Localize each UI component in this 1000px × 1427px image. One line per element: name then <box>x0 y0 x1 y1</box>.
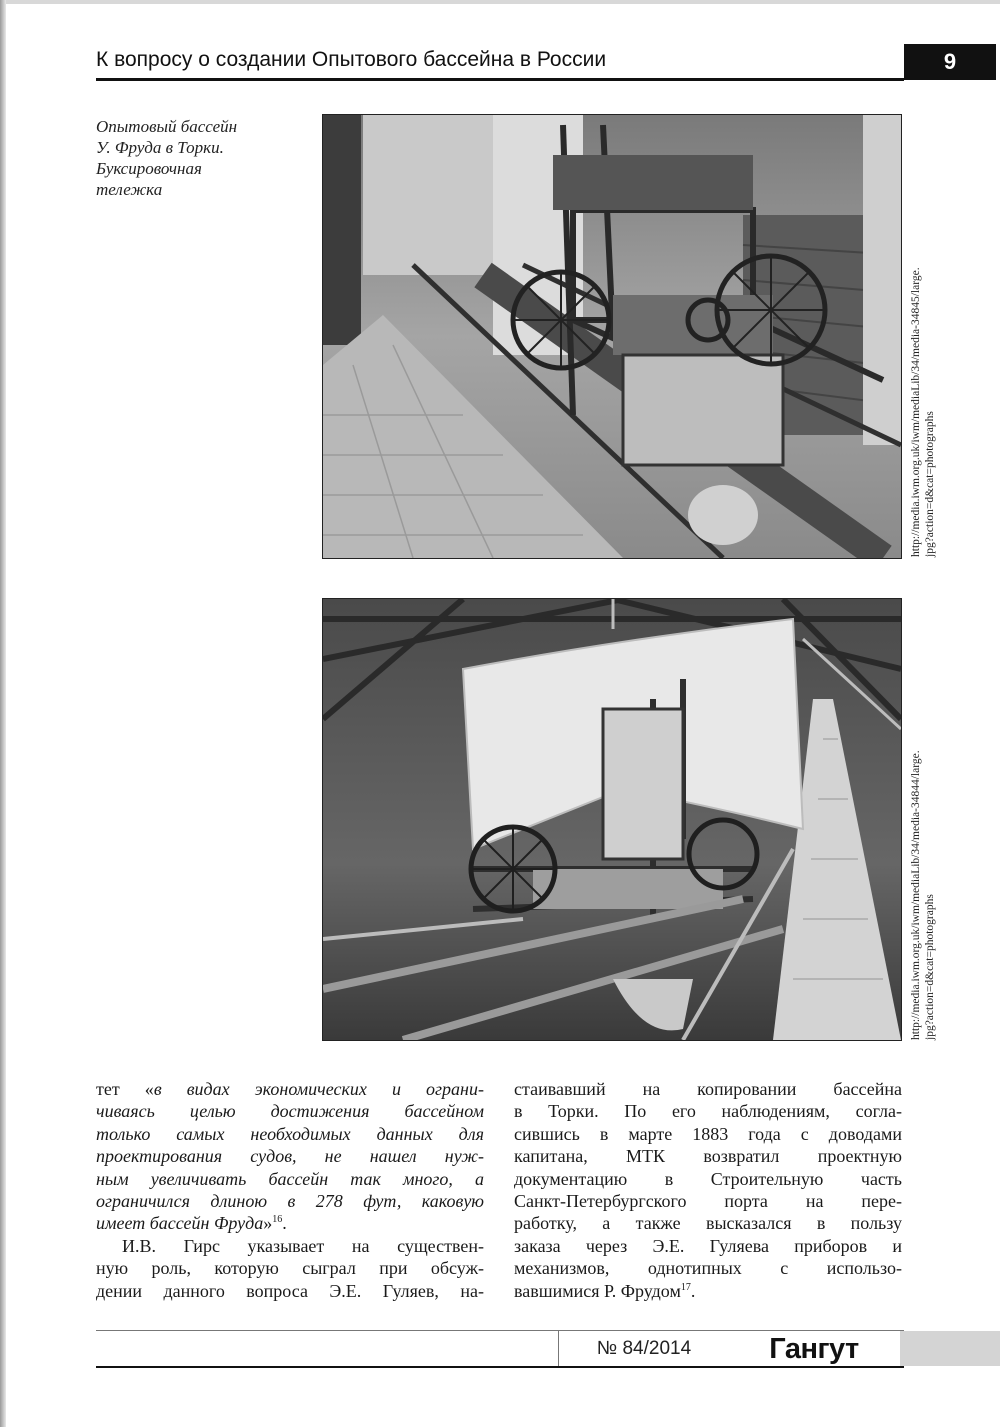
header-rule <box>96 78 904 81</box>
text-line: ную роль, которую сыграл при обсуж- <box>96 1258 484 1279</box>
footer-divider <box>558 1331 559 1366</box>
footnote-ref: 17 <box>680 1281 691 1293</box>
page-number: 9 <box>904 44 996 80</box>
caption-line: Опытовый бассейн <box>96 117 238 136</box>
text-column-left <box>96 1078 484 1302</box>
text-line: стаивавший на копировании бассейна <box>514 1079 902 1099</box>
running-title: К вопросу о создании Опытового бассейна в России <box>96 48 607 71</box>
page-left-edge <box>0 0 6 1427</box>
text-line: в Торки. По его наблюдениям, согла- <box>514 1101 902 1122</box>
page-header <box>96 44 1000 80</box>
text-line: Санкт-Петербургского порта на пере- <box>514 1190 902 1211</box>
footer-rule <box>96 1366 904 1368</box>
photo-carriage-canvas <box>322 598 902 1041</box>
text-line: только самых необходимых данных для <box>96 1123 484 1144</box>
caption-line: тележка <box>96 180 163 199</box>
footer-gray-block <box>900 1331 1000 1366</box>
source-line: http://media.iwm.org.uk/iwm/mediaLib/34/media-34845/large. <box>910 267 922 557</box>
text-line: работку, а также высказался в пользу <box>514 1213 902 1234</box>
photo-caption <box>96 116 296 200</box>
text-line: механизмов, однотипных с использо- <box>514 1258 902 1279</box>
text-line: чиваясь целью достижения бассейном <box>96 1101 484 1122</box>
photo-towing-carriage <box>322 114 902 559</box>
source-line: jpg?action=d&cat=photographs <box>924 894 936 1040</box>
text-line: тет «в видах экономических и ограни- <box>96 1079 484 1099</box>
magazine-logo: Гангут <box>769 1333 859 1365</box>
text-line: сившись в марте 1883 года с доводами <box>514 1123 902 1144</box>
source-line: jpg?action=d&cat=photographs <box>924 411 936 557</box>
caption-line: У. Фруда в Торки. <box>96 138 224 157</box>
text-line: капитана, МТК возвратил проектную <box>514 1146 902 1167</box>
text-line: ным увеличивать бассейн так много, а <box>96 1168 484 1189</box>
text-line: документацию в Строительную часть <box>514 1168 902 1189</box>
issue-number: № 84/2014 <box>596 1338 692 1359</box>
text-line: заказа через Э.Е. Гуляева приборов и <box>514 1235 902 1256</box>
text-line: ограничился длиною в 278 фут, каковую <box>96 1190 484 1211</box>
footnote-ref: 16 <box>272 1214 283 1226</box>
caption-line: Буксировочная <box>96 159 202 178</box>
text-line: проектирования судов, не нашел нуж- <box>96 1146 484 1167</box>
text-line: И.В. Гирс указывает на существен- <box>122 1235 484 1256</box>
source-line: http://media.iwm.org.uk/iwm/mediaLib/34/media-34844/large. <box>910 750 922 1040</box>
text-line: дении данного вопроса Э.Е. Гуляев, на- <box>96 1280 484 1301</box>
text-line: имеет бассейн Фруда»$^{16}$. <box>96 1213 287 1234</box>
text-line: вавшимися Р. Фрудом$^{17}$. <box>514 1280 696 1301</box>
text-column-right <box>514 1078 902 1302</box>
page-top-edge <box>0 0 1000 4</box>
